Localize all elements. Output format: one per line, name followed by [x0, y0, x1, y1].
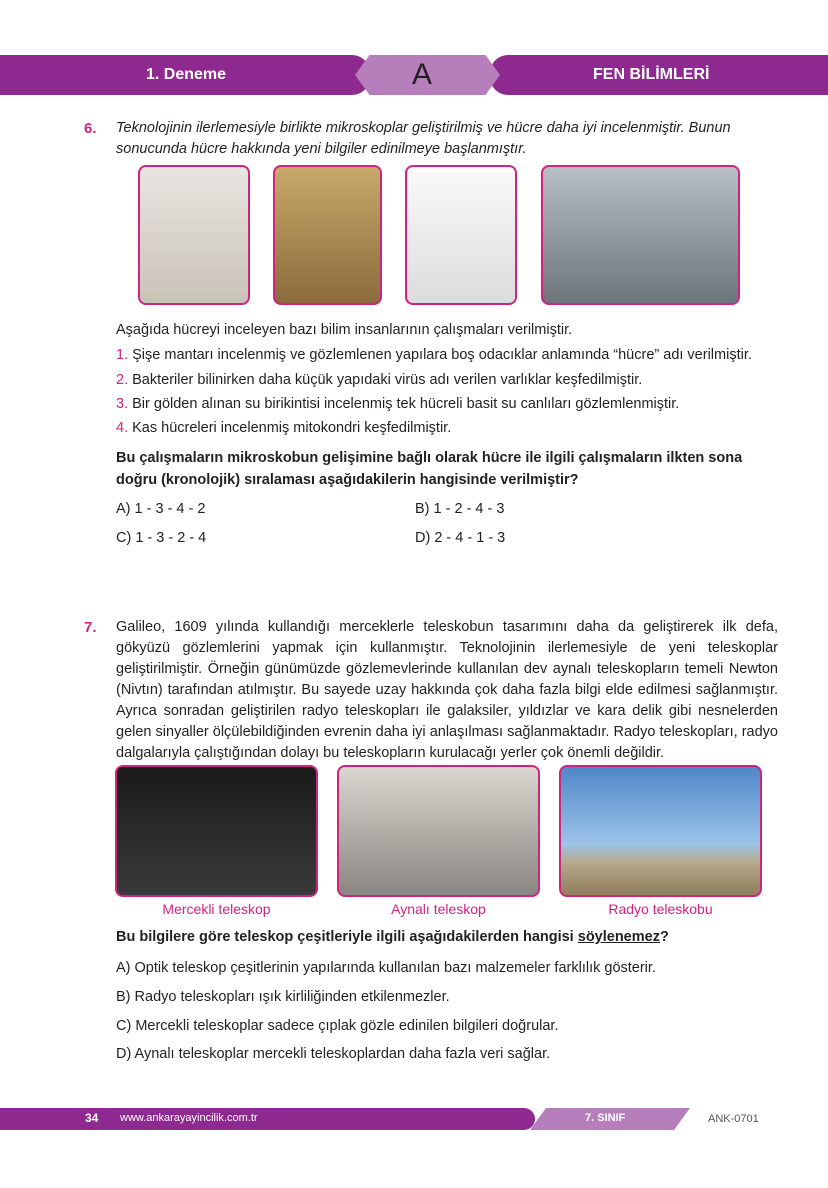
q6-lead: Aşağıda hücreyi inceleyen bazı bilim insanlarının çalışmaları verilmiştir. [116, 322, 573, 338]
refracting-telescope-image [115, 765, 318, 897]
q7-option-b[interactable]: B) Radyo teleskopları ışık kirliliğinden etkilenmezler. [116, 989, 450, 1005]
q7-option-d[interactable]: D) Aynalı teleskoplar mercekli teleskoplardan daha fazla veri sağlar. [116, 1046, 551, 1062]
q6-option-c[interactable]: C) 1 - 3 - 2 - 4 [116, 530, 207, 546]
q6-option-d[interactable]: D) 2 - 4 - 1 - 3 [415, 530, 506, 546]
q6-item: 3. Bir gölden alınan su birikintisi incelenmiş tek hücreli basit su canlıları gözlemlenmiştir. [116, 396, 680, 412]
q6-item: 2. Bakteriler bilinirken daha küçük yapıdaki virüs adı verilen varlıklar keşfedilmiştir. [116, 372, 643, 388]
q6-option-b[interactable]: B) 1 - 2 - 4 - 3 [415, 501, 505, 517]
q7-option-c[interactable]: C) Mercekli teleskoplar sadece çıplak gözle edinilen bilgileri doğrular. [116, 1018, 559, 1034]
q7-option-a[interactable]: A) Optik teleskop çeşitlerinin yapılarında kullanılan bazı malzemeler farklılık gösterir. [116, 960, 656, 976]
microscope-image-4 [541, 165, 740, 305]
radio-telescope-image [559, 765, 762, 897]
q6-intro: Teknolojinin ilerlemesiyle birlikte mikroskoplar geliştirilmiş ve hücre daha iyi incelenmiştir. Bunun sonucunda hücre hakkında yeni bilgiler edinilmeye başlanmıştır. [116, 120, 731, 157]
caption-reflecting: Aynalı teleskop [391, 901, 486, 917]
q6-option-a[interactable]: A) 1 - 3 - 4 - 2 [116, 501, 206, 517]
q6-item: 1. Şişe mantarı incelenmiş ve gözlemlenen yapılara boş odacıklar anlamında “hücre” adı verilmiştir. [116, 347, 752, 363]
exam-title: 1. Deneme [146, 66, 227, 83]
page-number: 34 [85, 1111, 99, 1125]
footer-band [0, 1108, 535, 1130]
caption-refracting: Mercekli teleskop [162, 901, 271, 917]
book-code: ANK-0701 [708, 1113, 759, 1125]
microscope-image-2 [273, 165, 382, 305]
microscope-image-1 [138, 165, 250, 305]
booklet-letter: A [412, 58, 433, 91]
q6-question: Bu çalışmaların mikroskobun gelişimine bağlı olarak hücre ile ilgili çalışmaların ilkten sona doğru (kronolojik) sıralaması aşağıdakilerin hangisinde verilmiştir? [116, 450, 743, 488]
q7-intro: Galileo, 1609 yılında kullandığı merceklerle teleskobun tasarımını daha da geliştirerek ilk defa, gökyüzü gözlemlerini yapmak için kullanmıştır. Teknolojinin ilerlemesiyle de yeni teleskoplar geliştirilmiştir. Örneğin günümüzde gözlemevlerinde kullanılan dev aynalı teleskopların temeli Newton (Nivtın) tarafından atılmıştır. Bu sayede uzay hakkında çok daha fazla bilgi elde edilmesi sağlanmıştır. Ayrıca sonradan geliştirilen radyo teleskopları ile galaksiler, yıldızlar ve kara delik gibi nesnelerden gelen sinyaller ölçülebildiğinden evrenin daha iyi anlaşılması sağlanmaktadır. Radyo teleskopları, radyo dalgalarıyla çalıştığından dolayı bu teleskopların kurulacağı yerler çok önemli değildir. [116, 619, 778, 761]
reflecting-telescope-image [337, 765, 540, 897]
caption-radio: Radyo teleskobu [608, 901, 713, 917]
microscope-image-3 [405, 165, 517, 305]
question-number-7: 7. [84, 619, 97, 636]
grade-label: 7. SINIF [585, 1112, 626, 1124]
q6-item: 4. Kas hücreleri incelenmiş mitokondri keşfedilmiştir. [116, 420, 452, 436]
subject-title: FEN BİLİMLERİ [593, 66, 710, 83]
publisher-url[interactable]: www.ankarayayincilik.com.tr [120, 1112, 258, 1124]
question-number-6: 6. [84, 120, 97, 137]
q7-question: Bu bilgilere göre teleskop çeşitleriyle ilgili aşağıdakilerden hangisi söylenemez? [116, 929, 669, 945]
